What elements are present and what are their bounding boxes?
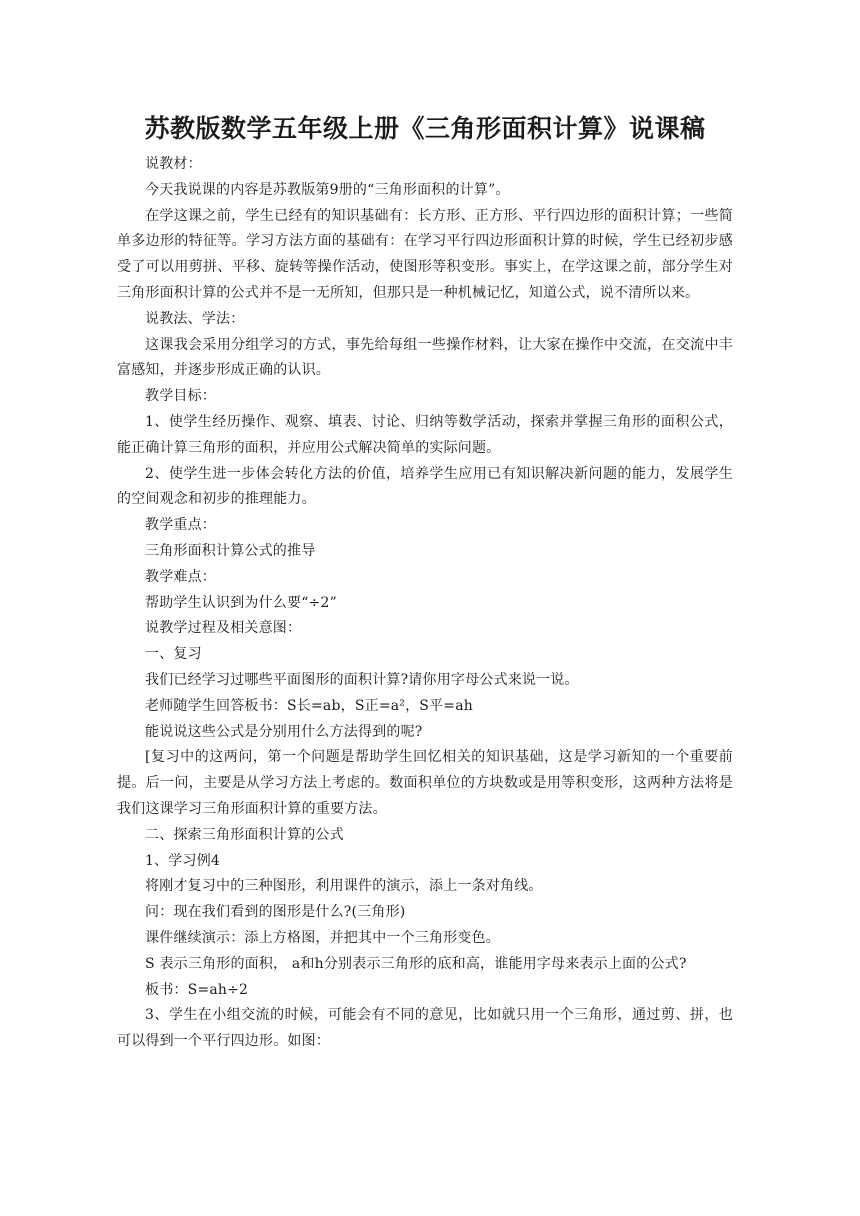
paragraph: 板书：S=ah÷2 (145, 981, 249, 998)
paragraph: 教学难点： (145, 568, 216, 585)
paragraph: 这课我会采用分组学习的方式，事先给每组一些操作材料，让大家在操作中交流，在交流中丰富感知，并逐步形成正确的认识。 (117, 336, 733, 379)
paragraph: 二、探索三角形面积计算的公式 (145, 826, 344, 843)
paragraph: 教学重点： (145, 517, 216, 534)
paragraph: S 表示三角形的面积， a和h分别表示三角形的底和高，谁能用字母来表示上面的公式? (145, 955, 687, 972)
paragraph: 教学目标： (145, 388, 216, 405)
paragraph: 说教学过程及相关意图： (145, 620, 302, 637)
paragraph: [复习中的这两问，第一个问题是帮助学生回忆相关的知识基础，这是学习新知的一个重要前提。后一问，主要是从学习方法上考虑的。数面积单位的方块数或是用等积变形，这两种方法将是我们这课学习三角形面积计算的重要方法。 (117, 749, 733, 817)
paragraph: 问：现在我们看到的图形是什么?(三角形) (145, 904, 406, 921)
paragraph: 将刚才复习中的三种图形，利用课件的演示，添上一条对角线。 (145, 878, 543, 895)
document-page (117, 112, 733, 1055)
paragraph: 帮助学生认识到为什么要“÷2” (145, 594, 337, 611)
paragraph: 老师随学生回答板书：S长=ab，S正=a²，S平=ah (145, 697, 473, 714)
paragraph: 1、学习例4 (145, 852, 221, 869)
paragraph: 今天我说课的内容是苏教版第9册的“三角形面积的计算”。 (145, 181, 510, 198)
document-body (117, 152, 733, 1055)
paragraph: 2、使学生进一步体会转化方法的价值，培养学生应用已有知识解决新问题的能力，发展学生的空间观念和初步的推理能力。 (117, 465, 733, 508)
paragraph: 一、复习 (145, 646, 202, 663)
paragraph: 能说说这些公式是分别用什么方法得到的呢? (145, 723, 423, 740)
paragraph: 三角形面积计算公式的推导 (145, 542, 316, 559)
document-title: 苏教版数学五年级上册《三角形面积计算》说课稿 (144, 114, 706, 143)
paragraph: 说教材： (145, 156, 202, 172)
paragraph: 在学这课之前，学生已经有的知识基础有：长方形、正方形、平行四边形的面积计算；一些简单多边形的特征等。学习方法方面的基础有：在学习平行四边形面积计算的时候，学生已经初步感受了可以用剪拼、平移、旋转等操作活动，使图形等积变形。事实上，在学这课之前，部分学生对三角形面积计算的公式并不是一无所知，但那只是一种机械记忆，知道公式，说不清所以来。 (117, 207, 733, 301)
paragraph: 我们已经学习过哪些平面图形的面积计算?请你用字母公式来说一说。 (145, 671, 579, 688)
paragraph: 3、学生在小组交流的时候，可能会有不同的意见，比如就只用一个三角形，通过剪、拼，也可以得到一个平行四边形。如图： (117, 1007, 733, 1050)
paragraph: 说教法、学法： (145, 310, 245, 327)
paragraph: 课件继续演示：添上方格图，并把其中一个三角形变色。 (145, 929, 500, 946)
paragraph: 1、使学生经历操作、观察、填表、讨论、归纳等数学活动，探索并掌握三角形的面积公式，能正确计算三角形的面积，并应用公式解决简单的实际问题。 (117, 413, 733, 456)
